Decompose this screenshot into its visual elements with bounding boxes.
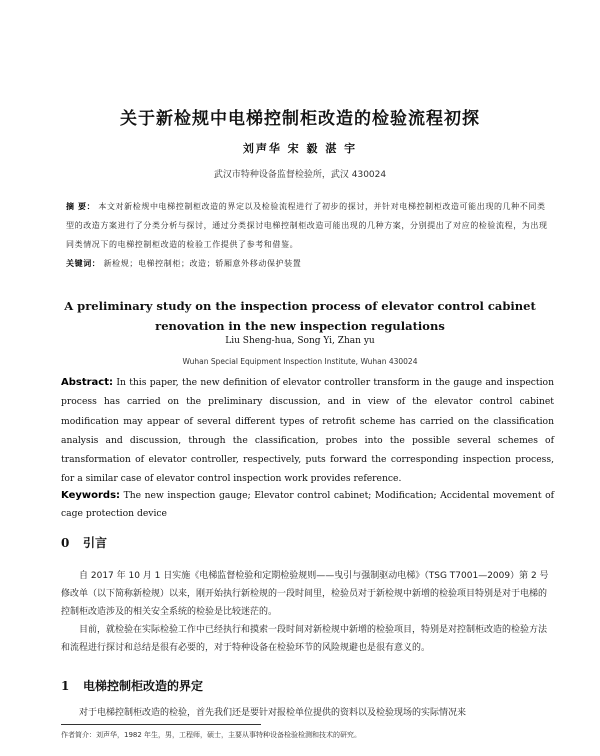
section-0-heading: [61, 534, 107, 551]
chinese-abstract-label: 摘 要：: [66, 202, 96, 211]
chinese-keywords-label: 关键词：: [66, 259, 101, 268]
section-0-body: [61, 567, 554, 657]
english-abstract-label: Abstract:: [61, 377, 114, 388]
chinese-abstract-text: 本文对新检规中电梯控制柜改造的界定以及检验流程进行了初步的探讨，并针对电梯控制柜改造可能出现的几种不同类型的改造方案进行了分类分析与探讨，通过分类探讨电梯控制柜改造可能出现的几种方案，分别提出了对应的检验流程，为出现同类情况下的电梯控制柜改造的检验工作提供了参考和借鉴。: [66, 202, 548, 249]
footnote: 作者简介：刘声华，1982 年生，男，工程师，硕士，主要从事特种设备检验检测和技术的研究。: [61, 731, 362, 739]
english-abstract-text: In this paper, the new definition of elevator controller transform in the gauge and inspection process has carried on the preliminary discussion, and in view of the elevator control cabinet modification may appear of several different types of retrofit scheme has carried on the classification analysis and discussion, through the classification, probes into the possible several schemes of transformation of elevator controller, respectively, puts forward the corresponding inspection process, for a similar case of elevator control inspection work provides reference.: [61, 377, 554, 485]
section-0-number: 0: [61, 536, 70, 550]
english-title: [0, 296, 600, 336]
section-1-paragraph-1: 对于电梯控制柜改造的检验，首先我们还是要针对报检单位提供的资料以及检验现场的实际情况来: [79, 708, 467, 718]
english-title-line1: A preliminary study on the inspection process of elevator control cabinet: [64, 299, 536, 313]
chinese-authors: 刘声华 宋 毅 湛 宇: [242, 142, 358, 155]
english-keywords: [61, 487, 554, 523]
chinese-keywords: [66, 258, 554, 269]
english-keywords-text: The new inspection gauge; Elevator control cabinet; Modification; Accidental movement of cage protection device: [61, 490, 555, 519]
section-0-paragraph-2: 目前，就检验在实际检验工作中已经执行和摸索一段时间对新检规中新增的检验项目，特别是对控制柜改造的检验方法和流程进行探讨和总结是很有必要的，对于特种设备在检验环节的风险规避也是很有意义的。: [61, 625, 548, 653]
english-authors: Liu Sheng-hua, Song Yi, Zhan yu: [225, 336, 375, 346]
section-0-title: 引言: [83, 536, 108, 550]
section-0-paragraph-1: 自 2017 年 10 月 1 日实施《电梯监督检验和定期检验规则——曳引与强制驱动电梯》（TSG T7001—2009）第 2 号修改单（以下简称新检规）以来，刚开始执行新检规的一段时间里，检验员对于新检规中新增的检验项目特别是对于电梯的控制柜改造涉及的相关安全系统的检验是比较迷茫的。: [61, 571, 549, 617]
english-abstract: [61, 373, 554, 489]
english-title-line2: renovation in the new inspection regulations: [155, 319, 445, 333]
footnote-divider: [61, 724, 261, 725]
chinese-keywords-text: 新检规；电梯控制柜；改造；轿厢意外移动保护装置: [103, 259, 302, 268]
chinese-abstract: [66, 197, 554, 254]
section-1-heading: [61, 677, 203, 694]
section-1-number: 1: [61, 679, 70, 693]
english-keywords-label: Keywords:: [61, 490, 121, 501]
english-affiliation: Wuhan Special Equipment Inspection Institute, Wuhan 430024: [182, 357, 418, 366]
chinese-title: 关于新检规中电梯控制柜改造的检验流程初探: [120, 109, 480, 129]
chinese-affiliation: 武汉市特种设备监督检验所，武汉 430024: [213, 170, 387, 180]
section-1-title: 电梯控制柜改造的界定: [83, 679, 204, 693]
